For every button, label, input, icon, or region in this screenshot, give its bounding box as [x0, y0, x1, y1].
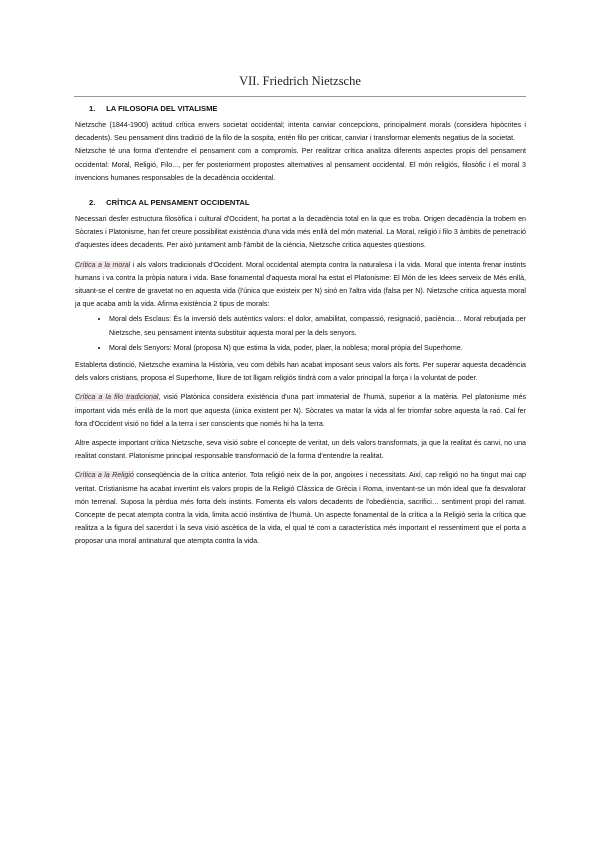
- section-1-heading: [75, 104, 526, 113]
- section-1-paragraph-1: Nietzsche (1844-1900) actitud crítica envers societat occidental; intenta canviar concepcions, principalment morals (considera hipòcrites i decadents). Seu pensament dins tradició de la filo de la sospita, entén filo per criticar, canviar i transformar elements negatius de la societat.: [75, 121, 526, 143]
- section-2-title: CRÍTICA AL PENSAMENT OCCIDENTAL: [106, 198, 250, 208]
- moral-critique-label: Crítica a la moral: [75, 260, 131, 269]
- morals-list: [75, 313, 526, 355]
- truth-concept-paragraph: Altre aspecte important crítica Nietzsche, seva visió sobre el concepte de veritat, un dels valors transformats, ja que la realitat és canvi, no una realitat constant. Platonisme principal responsable transformació de la forma d'entendre la realitat.: [75, 439, 526, 461]
- section-2-number: 2.: [89, 198, 96, 208]
- religion-critique-paragraph: [75, 469, 526, 548]
- section-1-title: LA FILOSOFIA DEL VITALISME: [106, 104, 218, 113]
- section-1-paragraph-2: Nietzsche té una forma d'entendre el pensament com a compromís. Per realitzar crítica analitza diferents aspectes propis del pensament occidental: Moral, Religió, Filo..., per fer posteriorment propostes alternatives al pensament occidental. El món religiós, filosòfic i el moral 3 invencions humanes responsables de la decadència occidental.: [75, 147, 526, 182]
- document-body: [75, 104, 526, 549]
- section-1-number: 1.: [89, 104, 96, 113]
- philosophy-critique-label: Crítica a la filo tradicional: [75, 393, 159, 402]
- religion-critique-label: Crítica a la Religió: [75, 471, 134, 480]
- religion-critique-text: conseqüència de la crítica anterior. Tota religió neix de la por, angoixes i necessitats. Així, cap religió no ha tingut mai cap veritat. Cristianisme ha acabat invertint els valors propis de la Religió Clàssica de Grècia i Roma, inventant-se un món ideal que fa desvalorar món terrenal. Suposa la pèrdua més forta dels instints. Fomenta els valors decadents de l'obediència, sacrifici… sentiment propi del ramat. Concepte de pecat atempta contra la vida, limita acció instintiva de l'humà. Un aspecte fonamental de la crítica a la Religió seria la crítica que realitza a la figura del sacerdot i la seva visió ascètica de la vida, el qual té com a característica més important el ressentiment que el porta a proposar una moral antinatural que atempta contra la vida.: [75, 471, 526, 546]
- title-divider: [74, 96, 526, 97]
- section-2-heading: [75, 198, 526, 207]
- section-2-paragraph-1: Necessari desfer estructura filosòfica i cultural d'Occident, ha portat a la decadència total en la que es troba. Origen decadència la trobem en Sòcrates i Platonisme, han fet creure possibilitat existència d'una vida més enllà del món material. La Moral, religió i filo 3 àmbits de penetració d'aquestes idees decadents. Per això juntament amb l'àmbit de la ciència, Nietzsche critica aquestes qüestions.: [75, 215, 526, 250]
- philosophy-critique-text: , visió Platònica considera existència d'una part immaterial de l'humà, superior a la matèria. Pel platonisme més important vida més enllà de la mort que aquesta (única existent per N). Sòcrates va matar la vida al fer triomfar sobre aquesta la raó. Cal fer fora d'Occident visió no fidel a la terra i ser conscients que només hi ha la terra.: [75, 393, 527, 428]
- philosophy-critique-paragraph: [75, 391, 526, 431]
- moral-critique-paragraph: [75, 259, 526, 312]
- page-title: VII. Friedrich Nietzsche: [239, 74, 361, 88]
- superhome-paragraph: Establerta distinció, Nietzsche examina la Història, veu com dèbils han acabat imposant seus valors als forts. Per superar aquesta decadència dels valors cristians, proposa el Superhome, lliure de tot lligam religiós tindrà com a valor principal la força i la voluntat de poder.: [75, 361, 526, 383]
- list-item: • Moral dels Esclaus: És la inversió dels autèntics valors: el dolor, amabilitat, compassió, resignació, paciència… Moral rebutjada per Nietzsche, seu pensament intenta substituir aquesta moral per la dels senyors.: [109, 313, 526, 339]
- list-item: • Moral dels Senyors: Moral (proposa N) que estima la vida, poder, plaer, la noblesa; moral pròpia del Superhome.: [109, 342, 526, 355]
- moral-critique-text: i als valors tradicionals d'Occident. Moral occidental atempta contra la naturalesa i la vida. Moral que intenta frenar instints humans i va contra la pròpia natura i vida. Base fonamental d'aquesta moral ha estat el Platonisme: El Món de les Idees serveix de Més enllà, situant-se el centre de gravetat no en aquesta vida (l'única que existeix per N) sinó en l'altra vida (falsa per N). Nietzsche critica aquesta moral ja que acaba amb la vida. Afirma existència 2 tipus de morals:: [75, 260, 526, 309]
